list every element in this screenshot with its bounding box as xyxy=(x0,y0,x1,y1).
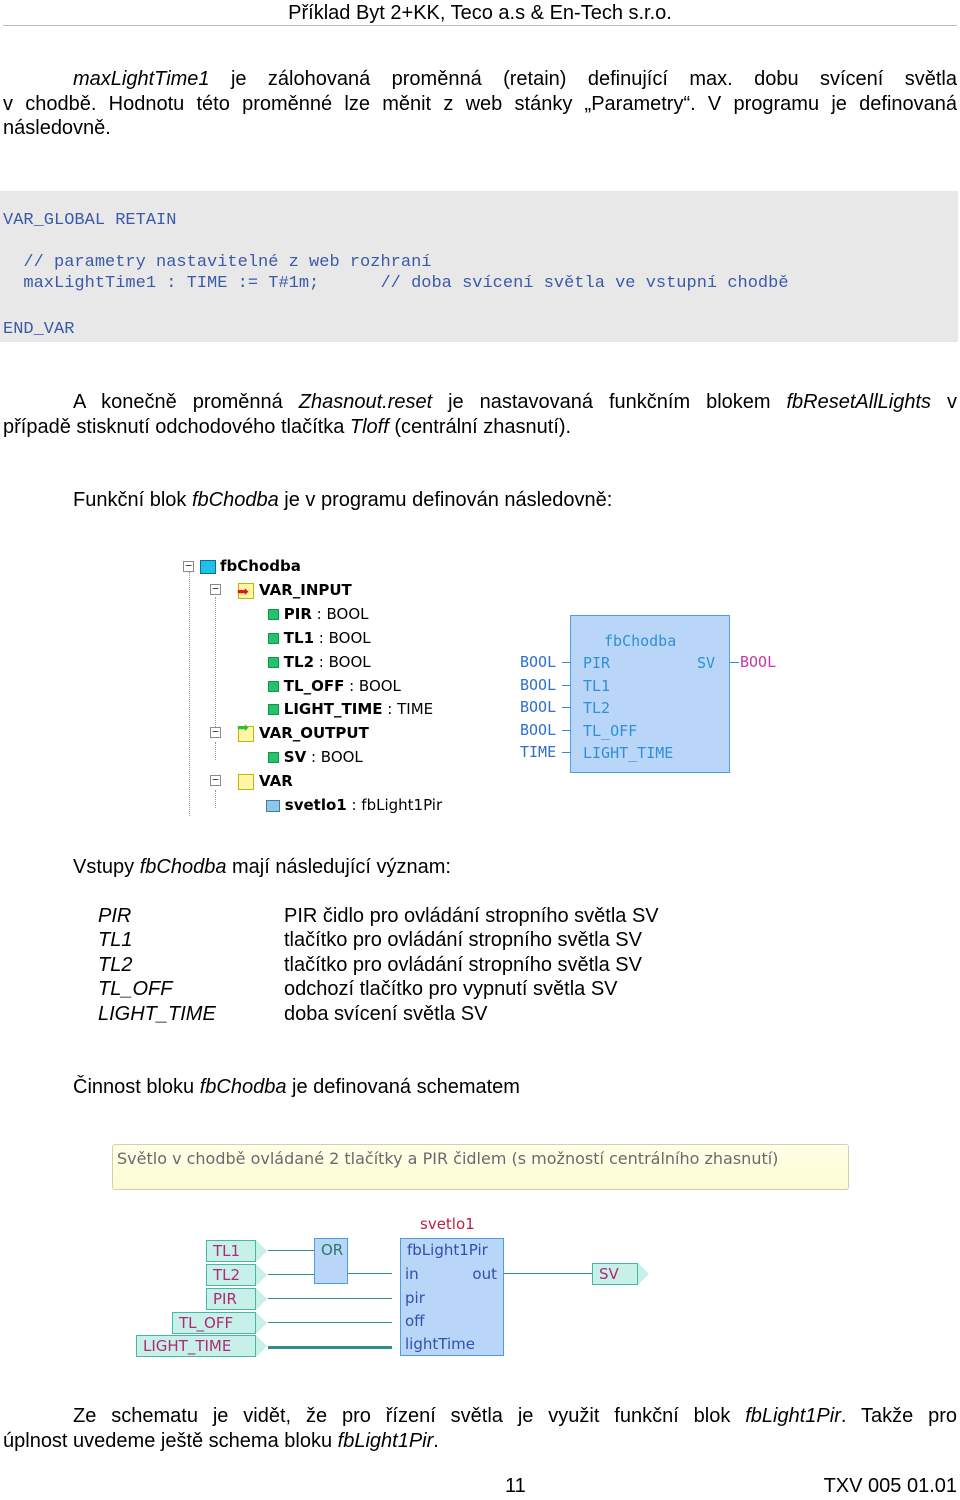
paragraph-text: v xyxy=(931,391,957,413)
schema-input-tl2[interactable]: TL2 xyxy=(206,1264,256,1286)
paragraph-text: . xyxy=(433,1430,439,1452)
paragraph-text: mají následující význam: xyxy=(226,856,451,878)
header-divider xyxy=(3,25,957,26)
paragraph-1-line-2: v chodbě. Hodnotu této proměnné lze měnit z web stánky „Parametry“. V programu je definovaná xyxy=(3,93,957,115)
paragraph-text: úplnost uvedeme ještě schema bloku xyxy=(3,1430,338,1452)
meaning-name: TL2 xyxy=(98,954,133,976)
var-tloff: Tloff xyxy=(349,416,389,438)
block-input-pin: TL_OFF xyxy=(583,722,638,740)
block-input-pin: TL1 xyxy=(583,677,611,695)
tree-collapse-toggle[interactable]: − xyxy=(210,584,221,595)
pin-line xyxy=(562,730,571,731)
code-block xyxy=(0,191,958,342)
tree-guide xyxy=(215,742,216,760)
tree-node-local[interactable] xyxy=(266,794,442,816)
paragraph-1-line-3: následovně. xyxy=(3,117,111,139)
tree-collapse-toggle[interactable]: − xyxy=(210,775,221,786)
tree-type: : fbLight1Pir xyxy=(346,796,443,814)
var-zhasnout-reset: Zhasnout.reset xyxy=(298,391,433,413)
meaning-description: tlačítko pro ovládání stropního světla SV xyxy=(284,954,642,976)
var-folder-icon xyxy=(238,774,254,790)
schema-wire xyxy=(348,1273,392,1274)
code-line-3: maxLightTime1 : TIME := T#1m; // doba svícení světla ve vstupní chodbě xyxy=(3,274,789,293)
block-input-pin: lightTime xyxy=(405,1335,475,1353)
instance-name: svetlo1 xyxy=(420,1215,475,1233)
block-title: fbLight1Pir xyxy=(407,1241,488,1259)
paragraph-6-line-2 xyxy=(3,1429,957,1454)
paragraph-text: Ze schematu je vidět, že pro řízení světla je využit funkční blok xyxy=(73,1405,746,1427)
paragraph-text: je definovaná schematem xyxy=(286,1076,520,1098)
var-fbchodba: fbChodba xyxy=(139,856,227,878)
paragraph-text: Činnost bloku xyxy=(73,1076,200,1098)
var-fblight1pir: fbLight1Pir xyxy=(337,1430,434,1452)
paragraph-4 xyxy=(73,855,953,880)
page-number: 11 xyxy=(505,1475,526,1497)
meaning-description: PIR čidlo pro ovládání stropního světla SV xyxy=(284,905,659,927)
tree-guide xyxy=(215,597,216,737)
tree-node-root[interactable] xyxy=(200,555,301,577)
tree-node-var-output[interactable] xyxy=(237,719,369,744)
meaning-name: LIGHT_TIME xyxy=(98,1003,216,1025)
bool-variable-icon xyxy=(268,752,279,763)
meaning-name: TL_OFF xyxy=(98,978,173,1000)
pin-line xyxy=(562,685,571,686)
schema-input-pir[interactable]: PIR xyxy=(206,1288,256,1310)
var-fbchodba: fbChodba xyxy=(191,489,279,511)
bool-variable-icon xyxy=(268,609,279,620)
block-input-pin: PIR xyxy=(583,654,611,672)
paragraph-text: případě stisknutí odchodového tlačítka xyxy=(3,416,350,438)
schema-wire xyxy=(268,1322,392,1323)
meaning-description: odchozí tlačítko pro vypnutí světla SV xyxy=(284,978,618,1000)
tree-label: VAR xyxy=(259,772,293,790)
paragraph-1-line-1 xyxy=(3,67,957,92)
tree-node-var[interactable] xyxy=(238,770,293,792)
tree-label: svetlo1 xyxy=(284,796,347,814)
paragraph-3 xyxy=(73,488,953,513)
tree-node-input[interactable] xyxy=(268,603,369,625)
tree-collapse-toggle[interactable]: − xyxy=(183,561,194,572)
document-code: TXV 005 01.01 xyxy=(823,1475,957,1497)
block-title: fbChodba xyxy=(604,632,677,650)
tree-guide xyxy=(189,572,190,816)
var-fbresetalllights: fbResetAllLights xyxy=(786,391,932,413)
tree-node-input[interactable] xyxy=(268,627,371,649)
block-input-pin: off xyxy=(405,1312,425,1330)
tree-node-input[interactable] xyxy=(268,675,401,697)
block-input-pin: pir xyxy=(405,1289,425,1307)
fblight1pir-block[interactable] xyxy=(400,1238,504,1356)
tree-label: PIR xyxy=(283,605,312,623)
paragraph-text: Funkční blok xyxy=(73,489,192,511)
page-header: Příklad Byt 2+KK, Teco a.s & En-Tech s.r.o. xyxy=(288,2,672,24)
schema-output-sv[interactable]: SV xyxy=(592,1263,638,1285)
tree-type: : BOOL xyxy=(311,605,369,623)
bool-variable-icon xyxy=(268,633,279,644)
tree-label: TL2 xyxy=(283,653,315,671)
tree-type: : BOOL xyxy=(314,629,371,647)
time-variable-icon xyxy=(268,704,279,715)
or-block[interactable] xyxy=(314,1238,348,1284)
instance-icon xyxy=(266,800,280,812)
paragraph-text: A konečně proměnná xyxy=(73,391,299,413)
tree-label: LIGHT_TIME xyxy=(283,700,383,718)
schema-wire xyxy=(268,1274,314,1275)
pin-type-label: TIME xyxy=(520,743,557,761)
tree-node-var-input[interactable] xyxy=(238,579,352,601)
pin-line xyxy=(730,662,739,663)
paragraph-text: je nastavovaná funkčním blokem xyxy=(432,391,787,413)
paragraph-text: Vstupy xyxy=(73,856,140,878)
pin-type-label: BOOL xyxy=(520,721,557,739)
paragraph-5 xyxy=(73,1075,953,1100)
block-input-pin: in xyxy=(405,1265,419,1283)
tree-label: fbChodba xyxy=(220,557,301,575)
tree-type: : BOOL xyxy=(314,653,371,671)
tree-label: TL1 xyxy=(283,629,315,647)
paragraph-2-line-1 xyxy=(3,390,957,415)
tree-collapse-toggle[interactable]: − xyxy=(210,727,221,738)
output-folder-icon: ➡ xyxy=(238,726,254,742)
paragraph-text: je v programu definován následovně: xyxy=(278,489,613,511)
pin-type-label: BOOL xyxy=(520,676,557,694)
tree-label: SV xyxy=(283,748,307,766)
pin-line xyxy=(562,662,571,663)
function-block-icon xyxy=(200,560,216,574)
code-line-4: END_VAR xyxy=(3,320,75,339)
block-input-pin: TL2 xyxy=(583,699,611,717)
schema-wire xyxy=(268,1346,392,1349)
schema-wire xyxy=(504,1273,592,1274)
schema-input-light-time[interactable]: LIGHT_TIME xyxy=(136,1335,256,1357)
input-folder-icon: ➡ xyxy=(238,583,254,599)
tree-type: : TIME xyxy=(382,700,434,718)
paragraph-6-line-1 xyxy=(3,1404,957,1429)
bool-variable-icon xyxy=(268,681,279,692)
pin-line xyxy=(562,707,571,708)
code-line-2: // parametry nastavitelné z web rozhraní xyxy=(3,253,432,272)
paragraph-2-line-2 xyxy=(3,415,957,440)
output-type-label: BOOL xyxy=(740,653,777,671)
schema-wire xyxy=(268,1250,314,1251)
paragraph-text: (centrální zhasnutí). xyxy=(388,416,572,438)
block-output-pin: out xyxy=(472,1265,497,1283)
tree-type: : BOOL xyxy=(306,748,363,766)
schema-title-bar xyxy=(112,1144,849,1190)
schema-title: Světlo v chodbě ovládané 2 tlačítky a PIR čidlem (s možností centrálního zhasnutí) xyxy=(117,1149,779,1168)
meaning-description: doba svícení světla SV xyxy=(284,1003,488,1025)
block-output-pin: SV xyxy=(697,654,716,672)
schema-input-tl1[interactable]: TL1 xyxy=(206,1240,256,1262)
tree-node-input[interactable] xyxy=(268,651,371,673)
var-maxlighttime1: maxLightTime1 xyxy=(73,68,210,90)
pin-type-label: BOOL xyxy=(520,698,557,716)
var-fbchodba: fbChodba xyxy=(199,1076,287,1098)
fbchodba-block[interactable] xyxy=(570,615,730,773)
tree-label: TL_OFF xyxy=(283,677,345,695)
tree-type: : BOOL xyxy=(344,677,401,695)
declaration-tree xyxy=(170,552,470,822)
or-label: OR xyxy=(321,1241,344,1259)
paragraph-text: je zálohovaná proměnná (retain) definující max. dobu svícení světla xyxy=(209,68,957,90)
tree-label: VAR_INPUT xyxy=(259,581,352,599)
var-fblight1pir: fbLight1Pir xyxy=(745,1405,841,1427)
pin-line xyxy=(562,752,571,753)
code-line-1: VAR_GLOBAL RETAIN xyxy=(3,211,177,230)
tree-label: VAR_OUTPUT xyxy=(259,724,369,742)
tree-node-output[interactable] xyxy=(268,746,363,768)
bool-variable-icon xyxy=(268,657,279,668)
paragraph-text: . Takže pro xyxy=(840,1405,957,1427)
block-input-pin: LIGHT_TIME xyxy=(583,744,674,762)
schema-wire xyxy=(268,1298,392,1299)
schema-input-tl-off[interactable]: TL_OFF xyxy=(172,1312,256,1334)
pin-type-label: BOOL xyxy=(520,653,557,671)
tree-node-input[interactable] xyxy=(268,698,433,720)
tree-guide xyxy=(215,790,216,808)
meaning-name: PIR xyxy=(98,905,132,927)
meaning-name: TL1 xyxy=(98,929,133,951)
meaning-description: tlačítko pro ovládání stropního světla SV xyxy=(284,929,642,951)
